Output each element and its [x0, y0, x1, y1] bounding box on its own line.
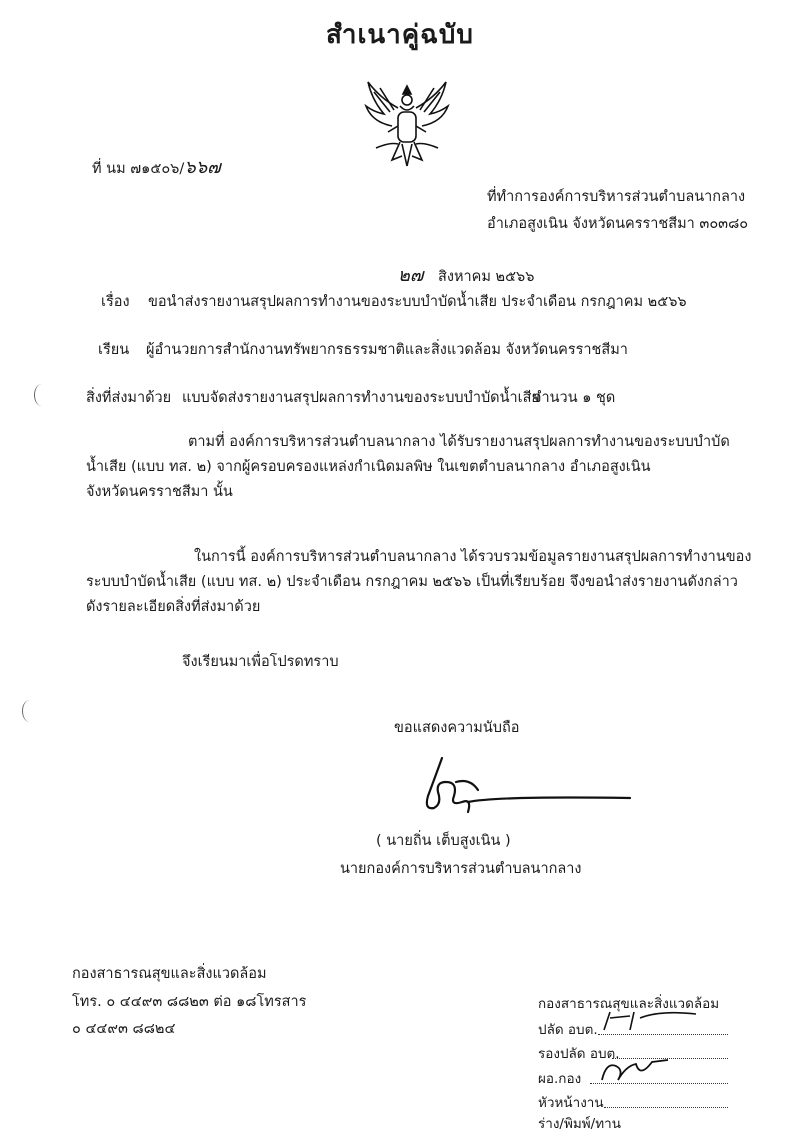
regards-line: ขอแสดงความนับถือ: [394, 720, 520, 736]
subject-text: ขอนำส่งรายงานสรุปผลการทำงานของระบบบำบัดน้ำเสีย ประจำเดือน กรกฎาคม ๒๕๖๖: [148, 294, 687, 310]
paragraph-2-line: ในการนี้ องค์การบริหารส่วนตำบลนากลาง ได้รวบรวมข้อมูลรายงานสรุปผลการทำงานของ: [194, 549, 752, 565]
footer-fax: ๐ ๔๔๙๓ ๘๘๒๔: [72, 1021, 176, 1037]
routing-row-5-label: ร่าง/พิมพ์/ทาน: [538, 1116, 621, 1132]
signer-name: ( นายถิ่น เต็บสูงเนิน ): [376, 833, 511, 849]
reference-number: [92, 152, 221, 181]
routing-row-1-initials: [600, 1008, 700, 1034]
subject-label: เรื่อง: [101, 294, 130, 310]
paragraph-1-line: จังหวัดนครราชสีมา นั้น: [86, 484, 233, 500]
document-date: [398, 260, 534, 289]
enclosure-quantity: จำนวน ๑ ชุด: [533, 390, 616, 406]
enclosure-text: แบบจัดส่งรายงานสรุปผลการทำงานของระบบบำบัดน้ำเสีย: [182, 390, 540, 406]
paragraph-2-line: ระบบบำบัดน้ำเสีย (แบบ ทส. ๒) ประจำเดือน กรกฎาคม ๒๕๖๖ เป็นที่เรียบร้อย จึงขอนำส่งรายงานดังกล่าว: [86, 574, 738, 590]
routing-division: กองสาธารณสุขและสิ่งแวดล้อม: [538, 996, 720, 1012]
routing-row-3-label: ผอ.กอง: [538, 1071, 582, 1087]
date-day-handwritten: ๒๗: [398, 265, 424, 286]
document-heading: สำเนาคู่ฉบับ: [326, 20, 474, 50]
enclosure-label: สิ่งที่ส่งมาด้วย: [86, 390, 172, 406]
signer-title: นายกองค์การบริหารส่วนตำบลนากลาง: [340, 861, 582, 877]
routing-row-3-initials: [596, 1056, 676, 1086]
closing-line: จึงเรียนมาเพื่อโปรดทราบ: [182, 654, 339, 670]
paragraph-1-line: น้ำเสีย (แบบ ทส. ๒) จากผู้ครอบครองแหล่งกำเนิดมลพิษ ในเขตตำบลนากลาง อำเภอสูงเนิน: [86, 459, 651, 475]
routing-row-1-line: [598, 1034, 728, 1035]
routing-row-4-line: [604, 1107, 728, 1108]
punch-hole-top: [34, 384, 49, 406]
punch-hole-bottom: [22, 700, 37, 722]
org-address-line-1: ที่ทำการองค์การบริหารส่วนตำบลนากลาง: [487, 189, 746, 205]
handwritten-signature: [408, 752, 638, 832]
reference-number-handwritten: ๖๖๗: [184, 157, 221, 178]
paragraph-1-line: ตามที่ องค์การบริหารส่วนตำบลนากลาง ได้รับรายงานสรุปผลการทำงานของระบบบำบัด: [188, 434, 730, 450]
org-address-line-2: อำเภอสูงเนิน จังหวัดนครราชสีมา ๓๐๓๘๐: [487, 216, 749, 232]
date-month-year: สิงหาคม ๒๕๖๖: [438, 269, 535, 285]
routing-row-4-label: หัวหน้างาน: [538, 1095, 604, 1111]
body-paragraph-2: [86, 545, 752, 620]
footer-telephone: โทร. ๐ ๔๔๙๓ ๘๘๒๓ ต่อ ๑๘โทรสาร: [72, 994, 307, 1010]
paragraph-2-line: ดังรายละเอียดสิ่งที่ส่งมาด้วย: [86, 599, 261, 615]
recipient-text: ผู้อำนวยการสำนักงานทรัพยากรธรรมชาติและสิ่งแวดล้อม จังหวัดนครราชสีมา: [146, 342, 628, 358]
body-paragraph-1: [86, 430, 746, 505]
garuda-emblem: [362, 78, 452, 170]
routing-row-1-label: ปลัด อบต.: [538, 1022, 598, 1038]
routing-row-2-label: รองปลัด อบต.: [538, 1046, 620, 1062]
footer-division: กองสาธารณสุขและสิ่งแวดล้อม: [72, 966, 267, 982]
recipient-label: เรียน: [98, 342, 130, 358]
reference-number-printed: ที่ นม ๗๑๕๐๖/: [92, 161, 185, 177]
